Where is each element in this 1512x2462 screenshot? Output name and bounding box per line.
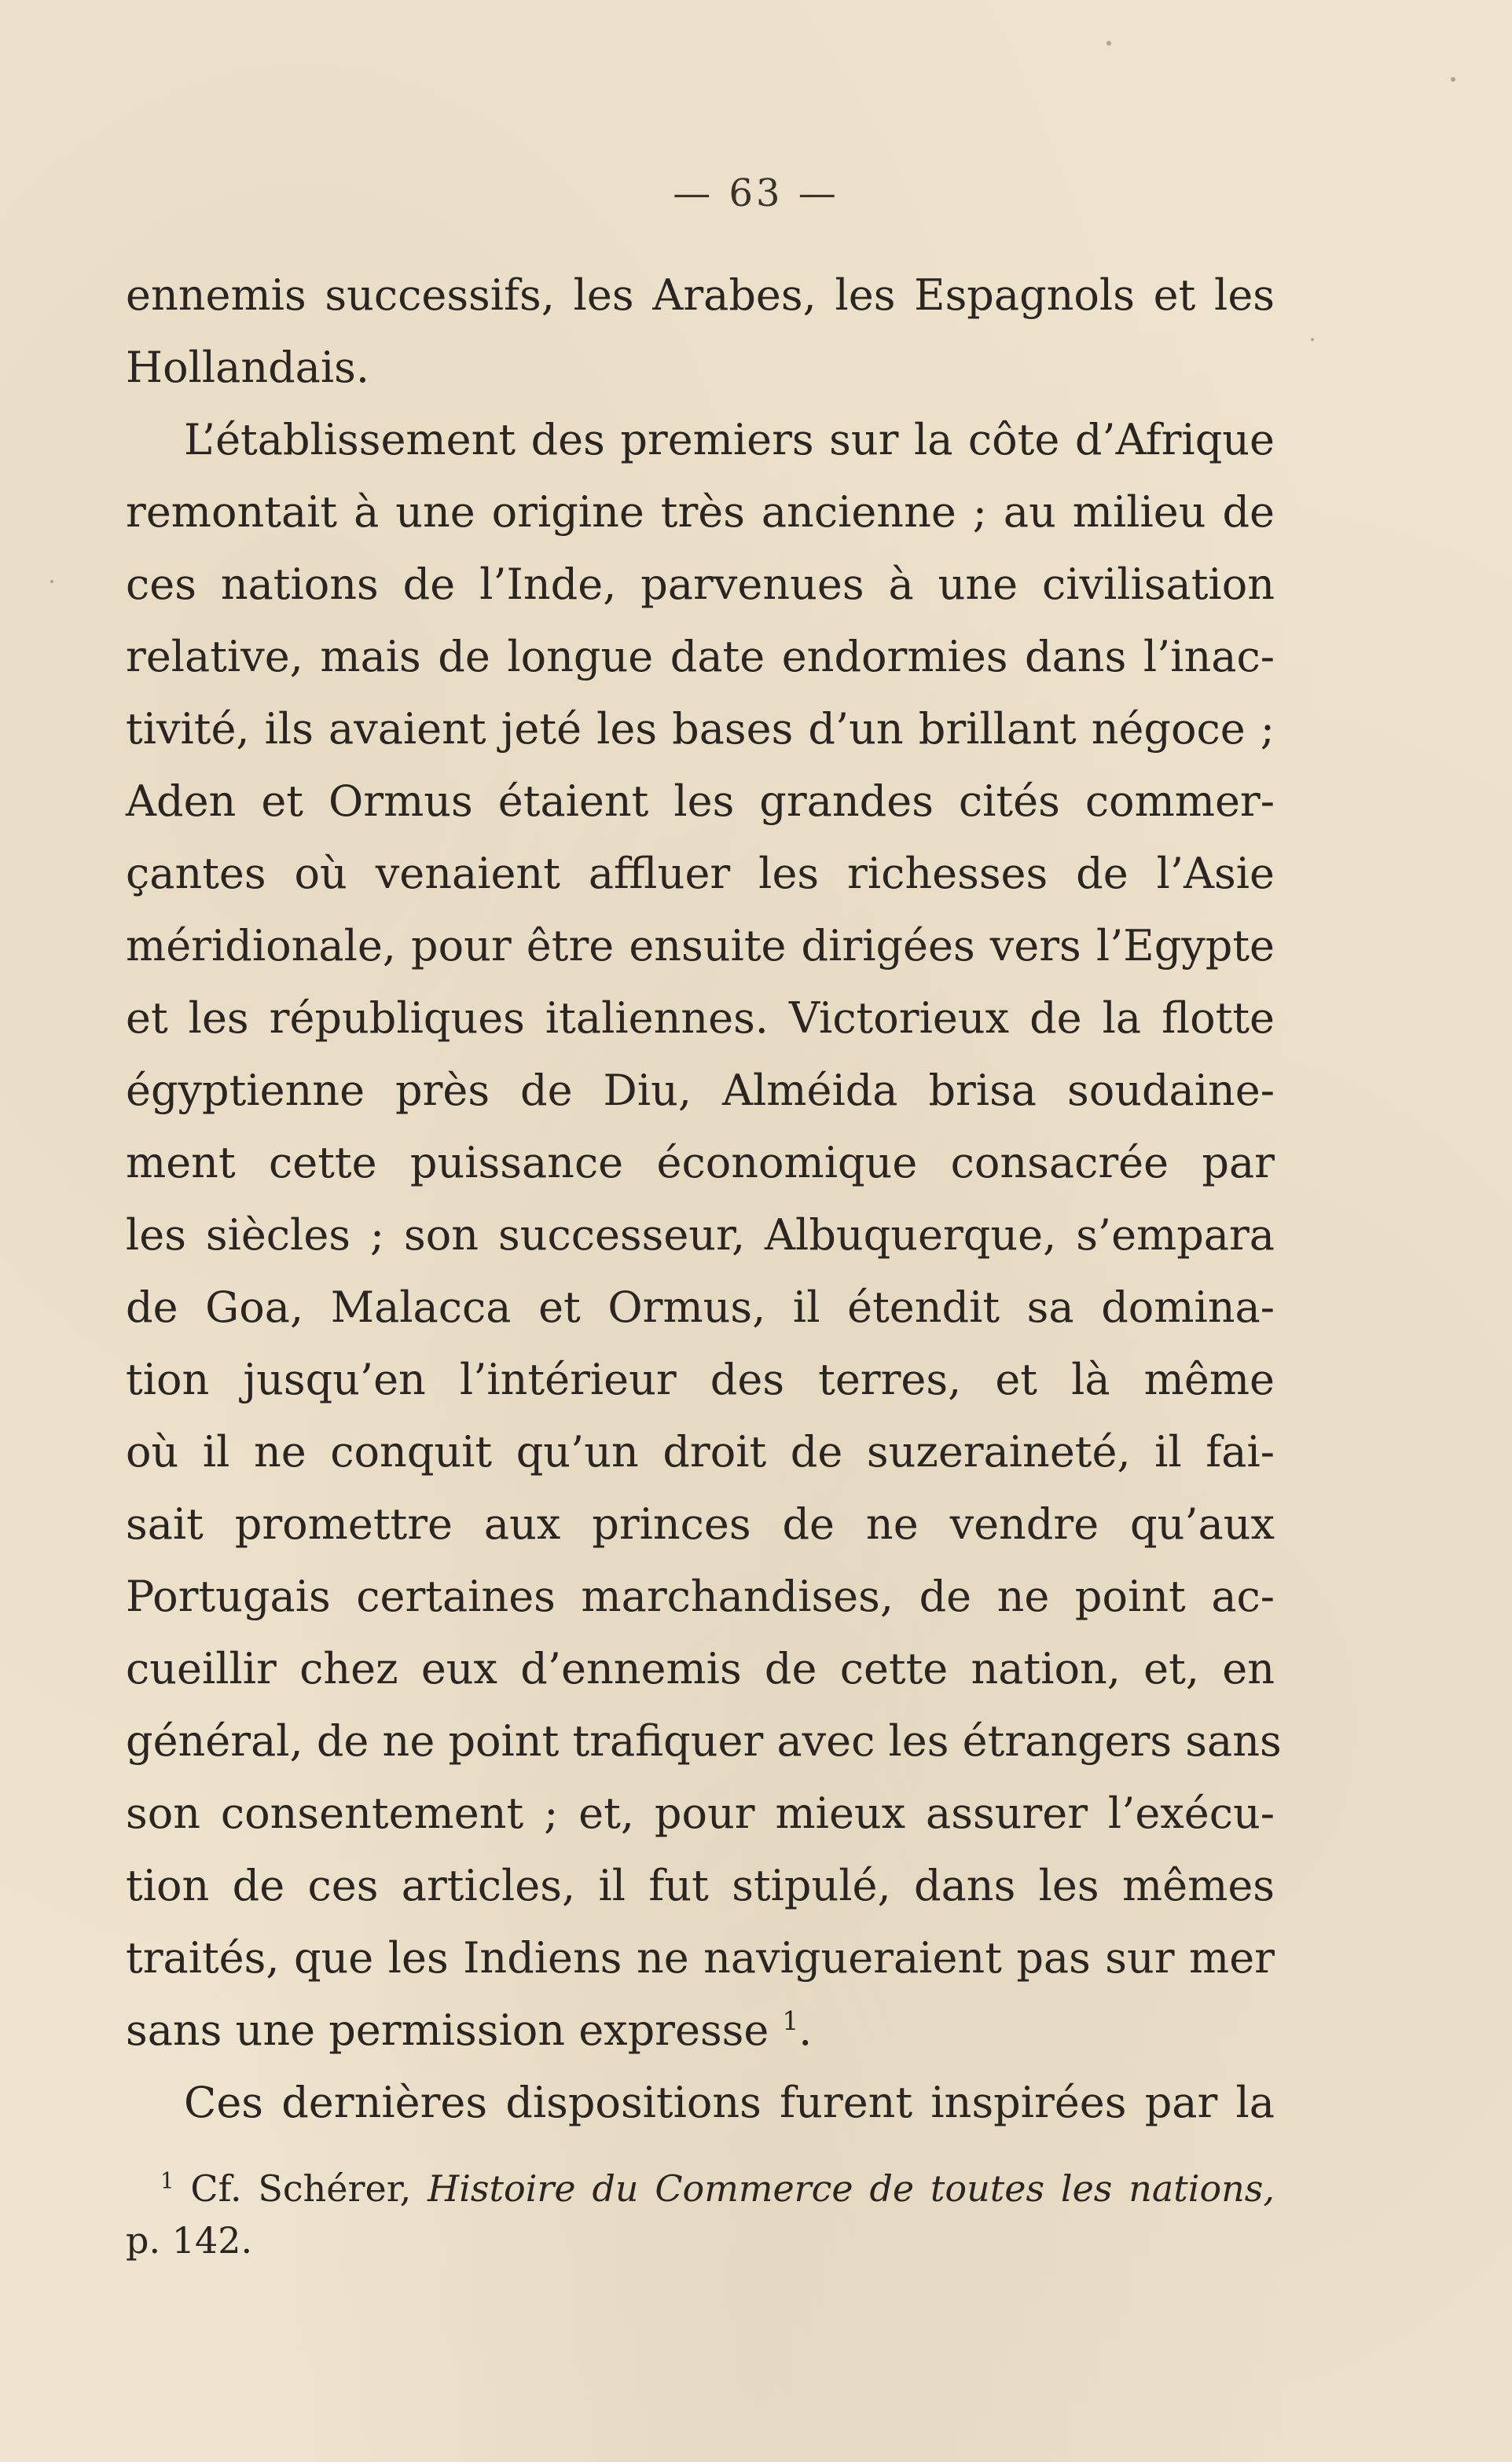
- footnote-continuation: p. 142.: [126, 2219, 253, 2262]
- text-line: Hollandais.: [126, 343, 370, 392]
- paper-speck: [50, 580, 53, 583]
- text-line: Portugais certaines marchandises, de ne point ac-: [126, 1572, 1275, 1621]
- text-line: son consentement ; et, pour mieux assurer l’exécu-: [126, 1789, 1275, 1838]
- text-line: ment cette puissance économique consacrée par: [126, 1138, 1275, 1187]
- text-line: Aden et Ormus étaient les grandes cités commer-: [126, 776, 1275, 826]
- text-line: relative, mais de longue date endormies dans l’inac-: [126, 632, 1275, 681]
- footnote-line: [126, 2163, 1275, 2214]
- text-line: tion de ces articles, il fut stipulé, dans les mêmes: [126, 1861, 1275, 1910]
- text-line: L’établissement des premiers sur la côte d’Afrique: [184, 415, 1275, 464]
- text-line: sait promettre aux princes de ne vendre qu’aux: [126, 1499, 1275, 1549]
- text-line: méridionale, pour être ensuite dirigées vers l’Egypte: [126, 921, 1275, 970]
- text-line: de Goa, Malacca et Ormus, il étendit sa domina-: [126, 1282, 1275, 1332]
- text-line: et les républiques italiennes. Victorieux de la flotte: [126, 993, 1275, 1043]
- text-line: ces nations de l’Inde, parvenues à une civilisation: [126, 560, 1275, 609]
- text-line: çantes où venaient affluer les richesses de l’Asie: [126, 849, 1275, 898]
- footnote-reference-tail: .: [798, 2005, 813, 2055]
- text-line: général, de ne point trafiquer avec les étrangers sans: [126, 1716, 1282, 1766]
- text-line: remontait à une origine très ancienne ; au milieu de: [126, 487, 1275, 537]
- text-line: tion jusqu’en l’intérieur des terres, et là même: [126, 1355, 1275, 1404]
- text-line-content: sans une permission expresse: [126, 2005, 769, 2055]
- text-line: Ces dernières dispositions furent inspirées par la: [184, 2078, 1275, 2127]
- text-line: où il ne conquit qu’un droit de suzeraineté, il fai-: [126, 1427, 1275, 1477]
- text-line: traités, que les Indiens ne navigueraient pas sur mer: [126, 1933, 1275, 1983]
- paper-speck: [1311, 338, 1314, 341]
- paper-speck: [1106, 41, 1111, 46]
- text-line-with-footnote-ref: [126, 1994, 1275, 2067]
- text-line: égyptienne près de Diu, Alméida brisa soudaine-: [126, 1066, 1275, 1115]
- footnote-block: [126, 2163, 1275, 2266]
- paper-speck: [1451, 77, 1455, 82]
- text-line: les siècles ; son successeur, Albuquerque, s’empara: [126, 1210, 1275, 1260]
- footnote-prefix: Cf. Schérer,: [190, 2167, 428, 2210]
- footnote-marker: 1: [160, 2167, 174, 2194]
- text-line: cueillir chez eux d’ennemis de cette nation, et, en: [126, 1644, 1275, 1693]
- text-line: ennemis successifs, les Arabes, les Espagnols et les: [126, 270, 1275, 320]
- footnote-title: Histoire du Commerce de toutes les nations,: [428, 2167, 1275, 2210]
- footnote-reference: 1: [782, 2006, 799, 2036]
- body-text: [126, 259, 1282, 2139]
- text-line: tivité, ils avaient jeté les bases d’un brillant négoce ;: [126, 704, 1275, 754]
- page-number: — 63 —: [673, 171, 839, 215]
